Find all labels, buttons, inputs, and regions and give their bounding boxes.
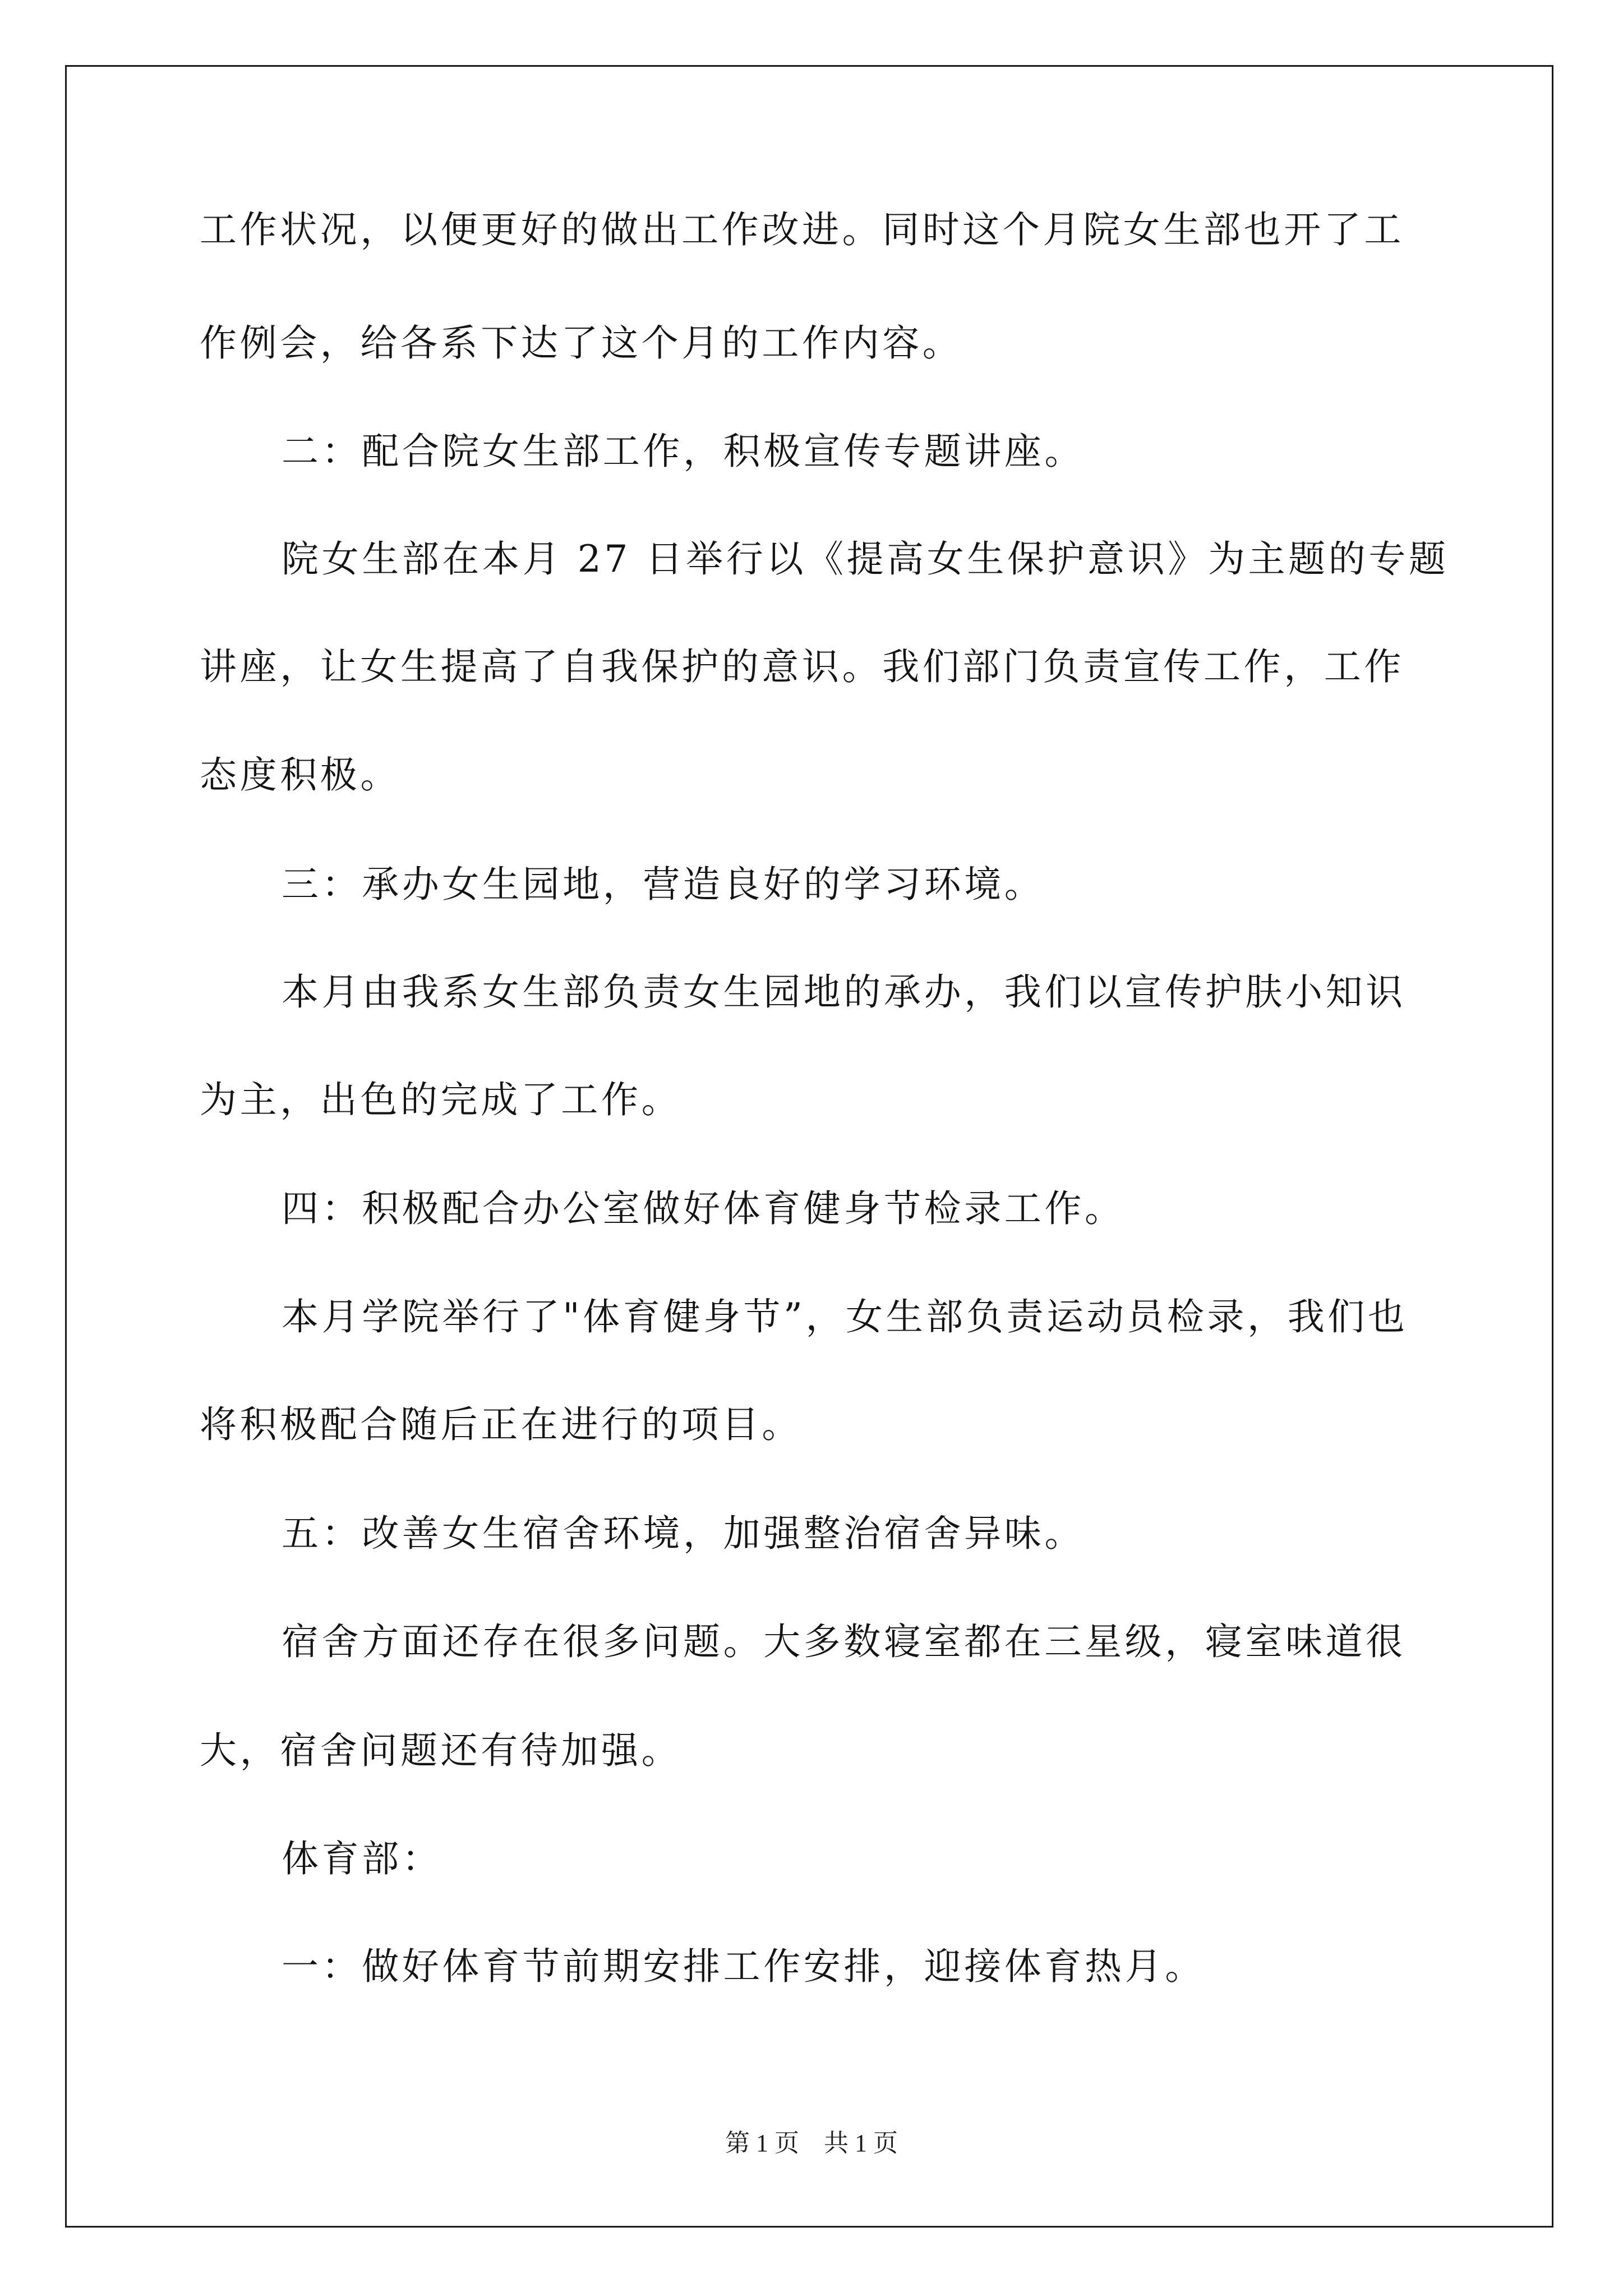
text-line: 将积极配合随后正在进行的项目。: [200, 1403, 802, 1446]
section-heading: 三：承办女生园地，营造良好的学习环境。: [282, 863, 1045, 906]
section-heading: 五：改善女生宿舍环境，加强整治宿舍异味。: [282, 1512, 1085, 1555]
text-line: 大，宿舍问题还有待加强。: [200, 1729, 682, 1772]
text-line: 工作状况，以便更好的做出工作改进。同时这个月院女生部也开了工: [200, 208, 1404, 251]
text-line: 作例会，给各系下达了这个月的工作内容。: [200, 321, 963, 365]
section-heading: 一：做好体育节前期安排工作安排，迎接体育热月。: [282, 1945, 1205, 1988]
text-line: 讲座，让女生提高了自我保护的意识。我们部门负责宣传工作，工作: [200, 645, 1404, 688]
text-line: 院女生部在本月 27 日举行以《提高女生保护意识》为主题的专题: [282, 537, 1449, 581]
text-line: 本月由我系女生部负责女生园地的承办，我们以宣传护肤小知识: [282, 970, 1406, 1014]
text-line: 态度积极。: [200, 753, 400, 797]
page-number-footer: 第 1 页 共 1 页: [725, 2129, 898, 2157]
section-heading: 二：配合院女生部工作，积极宣传专题讲座。: [282, 430, 1085, 473]
text-line: 为主，出色的完成了工作。: [200, 1078, 682, 1121]
section-heading: 四：积极配合办公室做好体育健身节检录工作。: [282, 1187, 1125, 1230]
text-line: 本月学院举行了"体育健身节”，女生部负责运动员检录，我们也: [282, 1295, 1408, 1338]
page-border: [65, 65, 1553, 2228]
text-line: 宿舍方面还存在很多问题。大多数寝室都在三星级，寝室味道很: [282, 1620, 1406, 1663]
department-heading: 体育部：: [282, 1837, 442, 1880]
